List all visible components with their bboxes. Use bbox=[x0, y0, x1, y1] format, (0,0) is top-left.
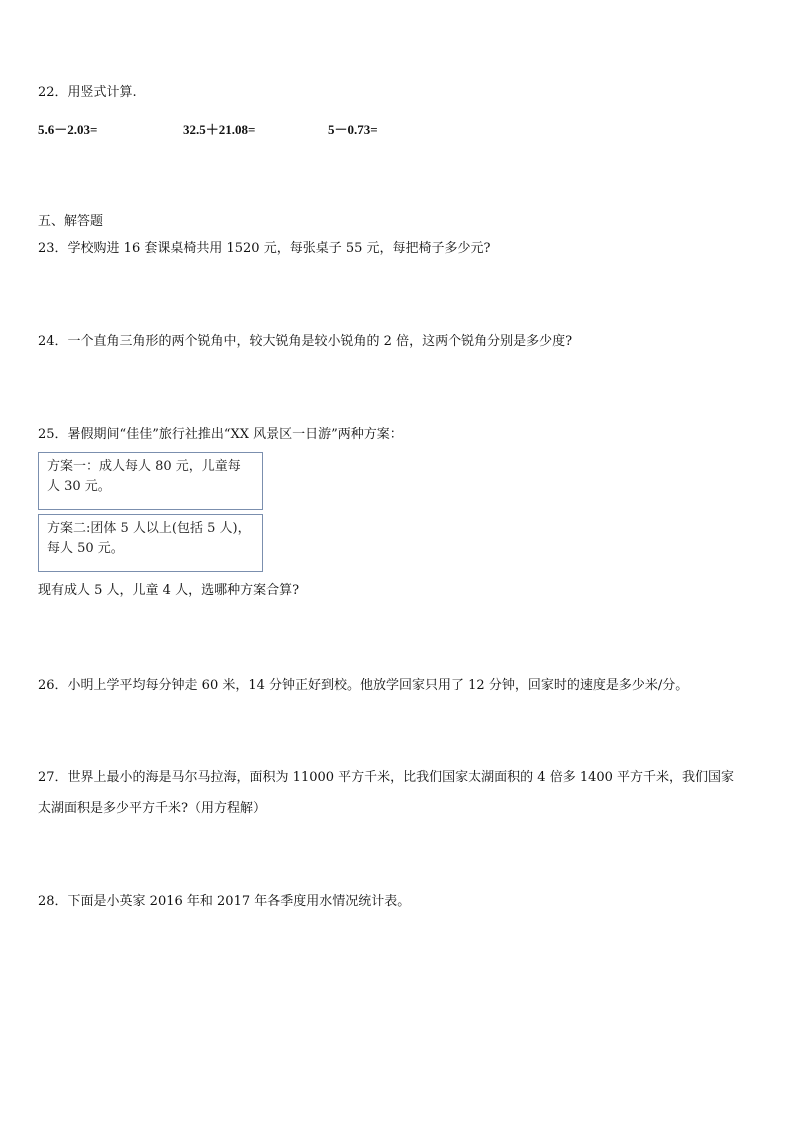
plan-one-line-2: 人 30 元。 bbox=[47, 479, 111, 494]
question-25: 25．暑假期间“佳佳”旅行社推出“XX 风景区一日游”两种方案： bbox=[38, 427, 403, 442]
plan-one-line-1: 方案一：成人每人 80 元，儿童每 bbox=[47, 459, 241, 474]
section-5-heading: 五、解答题 bbox=[38, 214, 104, 229]
question-28: 28．下面是小英家 2016 年和 2017 年各季度用水情况统计表。 bbox=[38, 894, 411, 909]
question-27-line-2: 太湖面积是多少平方千米?（用方程解） bbox=[38, 801, 266, 816]
plan-two-line-1: 方案二:团体 5 人以上(包括 5 人)， bbox=[47, 521, 251, 536]
question-27-line-1: 27．世界上最小的海是马尔马拉海，面积为 11000 平方千米，比我们国家太湖面积的 4 倍多 1400 平方千米，我们国家 bbox=[38, 770, 735, 785]
plan-two-line-2: 每人 50 元。 bbox=[47, 541, 124, 556]
question-26: 26．小明上学平均每分钟走 60 米，14 分钟正好到校。他放学回家只用了 12 分钟，回家时的速度是多少米/分。 bbox=[38, 678, 689, 693]
question-23: 23．学校购进 16 套课桌椅共用 1520 元，每张桌子 55 元，每把椅子多少元? bbox=[38, 241, 491, 256]
expression-3: 5－0.73= bbox=[328, 122, 378, 137]
plan-two-box bbox=[38, 514, 263, 572]
question-24: 24．一个直角三角形的两个锐角中，较大锐角是较小锐角的 2 倍，这两个锐角分别是多少度? bbox=[38, 334, 573, 349]
plan-one-box bbox=[38, 452, 263, 510]
expression-2: 32.5＋21.08= bbox=[183, 122, 256, 137]
expression-1: 5.6－2.03= bbox=[38, 122, 98, 137]
question-22-title: 22．用竖式计算. bbox=[38, 85, 137, 100]
question-25-prompt: 现有成人 5 人，儿童 4 人，选哪种方案合算? bbox=[38, 583, 300, 598]
